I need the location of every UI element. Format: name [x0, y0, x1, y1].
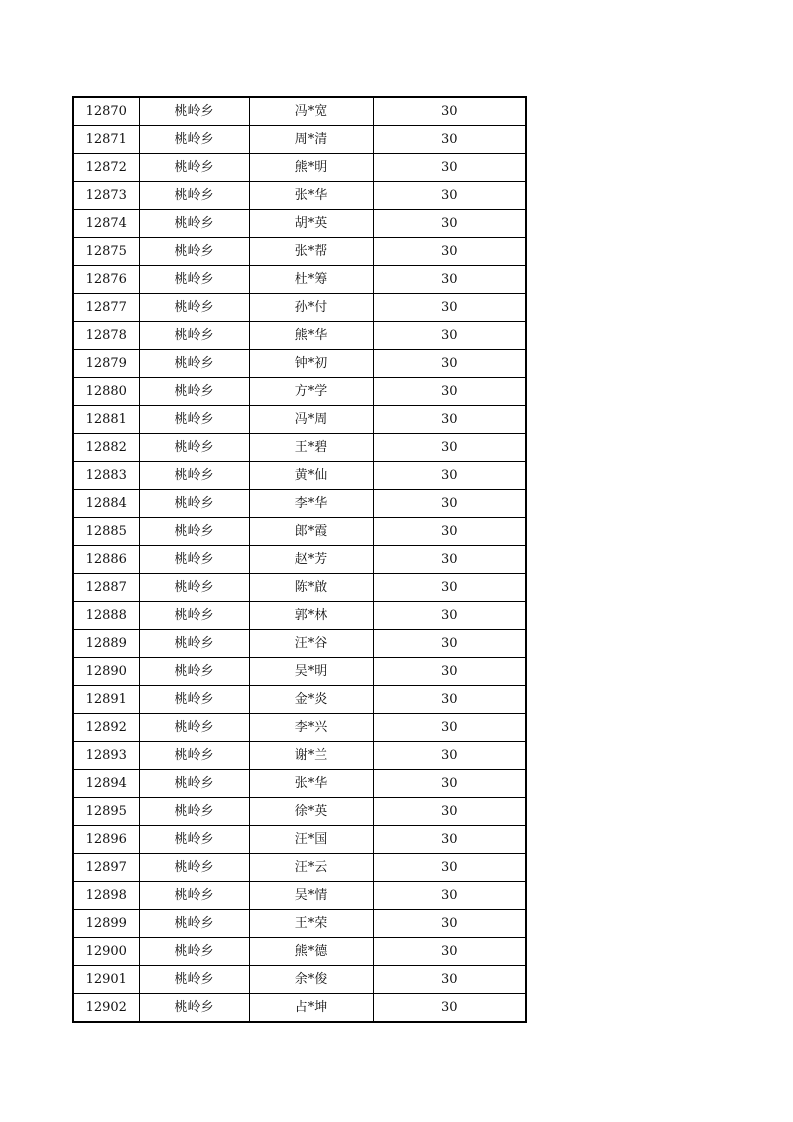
row-number-cell: 12879 — [73, 350, 139, 378]
name-cell: 李*华 — [249, 490, 373, 518]
name-cell: 钟*初 — [249, 350, 373, 378]
row-number-cell: 12897 — [73, 854, 139, 882]
name-cell: 熊*华 — [249, 322, 373, 350]
amount-cell: 30 — [373, 210, 526, 238]
amount-cell: 30 — [373, 686, 526, 714]
township-cell: 桃岭乡 — [139, 238, 249, 266]
table-row — [73, 714, 526, 742]
amount-cell: 30 — [373, 742, 526, 770]
township-cell: 桃岭乡 — [139, 462, 249, 490]
amount-cell: 30 — [373, 490, 526, 518]
row-number-cell: 12899 — [73, 910, 139, 938]
row-number-cell: 12895 — [73, 798, 139, 826]
table-row — [73, 490, 526, 518]
township-cell: 桃岭乡 — [139, 434, 249, 462]
row-number-cell: 12894 — [73, 770, 139, 798]
row-number-cell: 12874 — [73, 210, 139, 238]
row-number-cell: 12876 — [73, 266, 139, 294]
amount-cell: 30 — [373, 462, 526, 490]
table-row — [73, 910, 526, 938]
name-cell: 郭*林 — [249, 602, 373, 630]
name-cell: 汪*云 — [249, 854, 373, 882]
township-cell: 桃岭乡 — [139, 546, 249, 574]
name-cell: 陈*啟 — [249, 574, 373, 602]
name-cell: 周*清 — [249, 126, 373, 154]
roster-table — [72, 96, 527, 1023]
table-row — [73, 182, 526, 210]
row-number-cell: 12888 — [73, 602, 139, 630]
table-row — [73, 322, 526, 350]
amount-cell: 30 — [373, 854, 526, 882]
table-row — [73, 938, 526, 966]
township-cell: 桃岭乡 — [139, 910, 249, 938]
row-number-cell: 12873 — [73, 182, 139, 210]
amount-cell: 30 — [373, 350, 526, 378]
table-row — [73, 294, 526, 322]
row-number-cell: 12891 — [73, 686, 139, 714]
name-cell: 徐*英 — [249, 798, 373, 826]
township-cell: 桃岭乡 — [139, 686, 249, 714]
name-cell: 张*帮 — [249, 238, 373, 266]
amount-cell: 30 — [373, 182, 526, 210]
township-cell: 桃岭乡 — [139, 182, 249, 210]
amount-cell: 30 — [373, 238, 526, 266]
township-cell: 桃岭乡 — [139, 630, 249, 658]
table-row — [73, 966, 526, 994]
amount-cell: 30 — [373, 658, 526, 686]
name-cell: 谢*兰 — [249, 742, 373, 770]
name-cell: 冯*周 — [249, 406, 373, 434]
roster-body — [73, 97, 526, 1022]
township-cell: 桃岭乡 — [139, 826, 249, 854]
name-cell: 吴*情 — [249, 882, 373, 910]
table-row — [73, 574, 526, 602]
name-cell: 张*华 — [249, 182, 373, 210]
table-row — [73, 266, 526, 294]
township-cell: 桃岭乡 — [139, 994, 249, 1023]
name-cell: 赵*芳 — [249, 546, 373, 574]
row-number-cell: 12887 — [73, 574, 139, 602]
name-cell: 余*俊 — [249, 966, 373, 994]
row-number-cell: 12896 — [73, 826, 139, 854]
township-cell: 桃岭乡 — [139, 658, 249, 686]
amount-cell: 30 — [373, 322, 526, 350]
row-number-cell: 12885 — [73, 518, 139, 546]
table-row — [73, 798, 526, 826]
township-cell: 桃岭乡 — [139, 266, 249, 294]
amount-cell: 30 — [373, 154, 526, 182]
amount-cell: 30 — [373, 574, 526, 602]
row-number-cell: 12881 — [73, 406, 139, 434]
table-row — [73, 434, 526, 462]
table-row — [73, 546, 526, 574]
name-cell: 黄*仙 — [249, 462, 373, 490]
name-cell: 王*荣 — [249, 910, 373, 938]
row-number-cell: 12893 — [73, 742, 139, 770]
township-cell: 桃岭乡 — [139, 378, 249, 406]
name-cell: 熊*德 — [249, 938, 373, 966]
township-cell: 桃岭乡 — [139, 518, 249, 546]
name-cell: 张*华 — [249, 770, 373, 798]
amount-cell: 30 — [373, 518, 526, 546]
table-row — [73, 378, 526, 406]
row-number-cell: 12872 — [73, 154, 139, 182]
township-cell: 桃岭乡 — [139, 938, 249, 966]
name-cell: 冯*宽 — [249, 97, 373, 126]
amount-cell: 30 — [373, 266, 526, 294]
township-cell: 桃岭乡 — [139, 322, 249, 350]
township-cell: 桃岭乡 — [139, 126, 249, 154]
name-cell: 汪*国 — [249, 826, 373, 854]
township-cell: 桃岭乡 — [139, 854, 249, 882]
row-number-cell: 12883 — [73, 462, 139, 490]
amount-cell: 30 — [373, 966, 526, 994]
amount-cell: 30 — [373, 630, 526, 658]
table-row — [73, 686, 526, 714]
amount-cell: 30 — [373, 882, 526, 910]
row-number-cell: 12884 — [73, 490, 139, 518]
table-row — [73, 742, 526, 770]
row-number-cell: 12901 — [73, 966, 139, 994]
row-number-cell: 12889 — [73, 630, 139, 658]
amount-cell: 30 — [373, 910, 526, 938]
table-row — [73, 350, 526, 378]
amount-cell: 30 — [373, 602, 526, 630]
township-cell: 桃岭乡 — [139, 406, 249, 434]
township-cell: 桃岭乡 — [139, 714, 249, 742]
township-cell: 桃岭乡 — [139, 966, 249, 994]
table-row — [73, 406, 526, 434]
row-number-cell: 12877 — [73, 294, 139, 322]
township-cell: 桃岭乡 — [139, 882, 249, 910]
name-cell: 杜*筹 — [249, 266, 373, 294]
row-number-cell: 12875 — [73, 238, 139, 266]
township-cell: 桃岭乡 — [139, 602, 249, 630]
row-number-cell: 12900 — [73, 938, 139, 966]
name-cell: 孙*付 — [249, 294, 373, 322]
name-cell: 方*学 — [249, 378, 373, 406]
amount-cell: 30 — [373, 770, 526, 798]
row-number-cell: 12882 — [73, 434, 139, 462]
township-cell: 桃岭乡 — [139, 350, 249, 378]
township-cell: 桃岭乡 — [139, 574, 249, 602]
amount-cell: 30 — [373, 826, 526, 854]
table-row — [73, 658, 526, 686]
amount-cell: 30 — [373, 434, 526, 462]
table-row — [73, 518, 526, 546]
township-cell: 桃岭乡 — [139, 490, 249, 518]
table-row — [73, 462, 526, 490]
table-row — [73, 630, 526, 658]
table-row — [73, 882, 526, 910]
amount-cell: 30 — [373, 97, 526, 126]
name-cell: 熊*明 — [249, 154, 373, 182]
name-cell: 李*兴 — [249, 714, 373, 742]
row-number-cell: 12871 — [73, 126, 139, 154]
amount-cell: 30 — [373, 126, 526, 154]
table-row — [73, 126, 526, 154]
table-row — [73, 154, 526, 182]
table-row — [73, 210, 526, 238]
table-row — [73, 994, 526, 1023]
name-cell: 吴*明 — [249, 658, 373, 686]
amount-cell: 30 — [373, 938, 526, 966]
table-row — [73, 97, 526, 126]
name-cell: 占*坤 — [249, 994, 373, 1023]
amount-cell: 30 — [373, 294, 526, 322]
amount-cell: 30 — [373, 714, 526, 742]
row-number-cell: 12870 — [73, 97, 139, 126]
row-number-cell: 12902 — [73, 994, 139, 1023]
township-cell: 桃岭乡 — [139, 97, 249, 126]
row-number-cell: 12878 — [73, 322, 139, 350]
amount-cell: 30 — [373, 994, 526, 1023]
table-row — [73, 770, 526, 798]
row-number-cell: 12880 — [73, 378, 139, 406]
table-row — [73, 854, 526, 882]
table-row — [73, 826, 526, 854]
amount-cell: 30 — [373, 798, 526, 826]
name-cell: 王*碧 — [249, 434, 373, 462]
township-cell: 桃岭乡 — [139, 742, 249, 770]
amount-cell: 30 — [373, 378, 526, 406]
township-cell: 桃岭乡 — [139, 798, 249, 826]
row-number-cell: 12886 — [73, 546, 139, 574]
row-number-cell: 12890 — [73, 658, 139, 686]
table-row — [73, 238, 526, 266]
township-cell: 桃岭乡 — [139, 210, 249, 238]
township-cell: 桃岭乡 — [139, 154, 249, 182]
name-cell: 汪*谷 — [249, 630, 373, 658]
amount-cell: 30 — [373, 546, 526, 574]
row-number-cell: 12898 — [73, 882, 139, 910]
name-cell: 郎*霞 — [249, 518, 373, 546]
amount-cell: 30 — [373, 406, 526, 434]
row-number-cell: 12892 — [73, 714, 139, 742]
township-cell: 桃岭乡 — [139, 770, 249, 798]
township-cell: 桃岭乡 — [139, 294, 249, 322]
table-row — [73, 602, 526, 630]
name-cell: 胡*英 — [249, 210, 373, 238]
name-cell: 金*炎 — [249, 686, 373, 714]
